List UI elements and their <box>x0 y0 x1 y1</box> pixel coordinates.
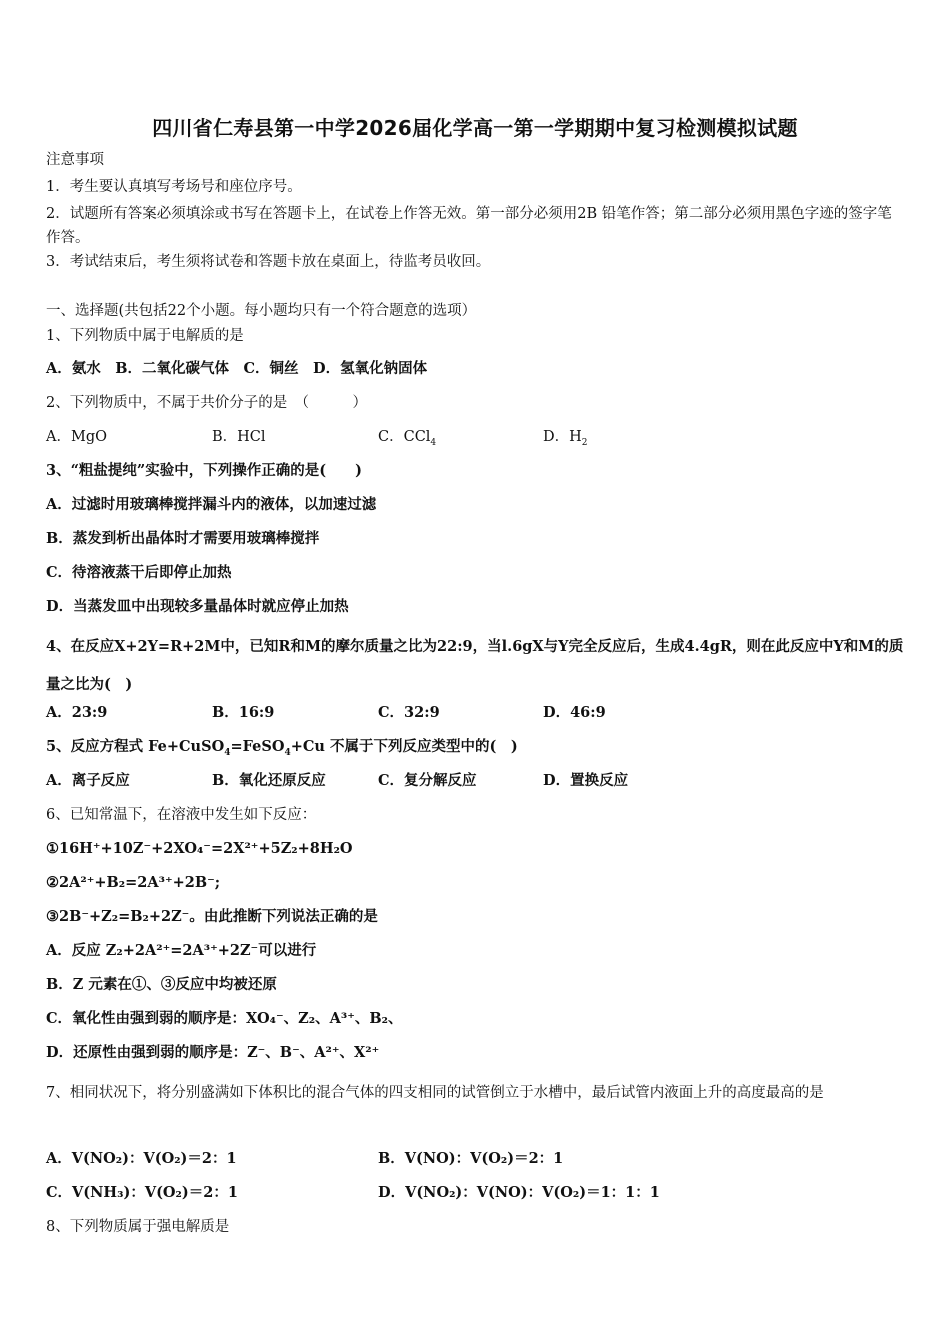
q3-stem: 3、“粗盐提纯”实验中，下列操作正确的是( ) <box>46 462 362 479</box>
q3-option-d: D．当蒸发皿中出现较多量晶体时就应停止加热 <box>46 598 349 615</box>
q1-stem: 1、下列物质中属于电解质的是 <box>46 328 244 344</box>
q2-option-b: B．HCl <box>212 429 266 445</box>
q7-option-d: D．V(NO₂)：V(NO)：V(O₂)＝1：1：1 <box>378 1184 660 1201</box>
exam-title: 四川省仁寿县第一中学2026届化学高一第一学期期中复习检测模拟试题 <box>152 116 798 140</box>
q5-option-a: A．离子反应 <box>46 772 130 789</box>
q6-option-c: C．氧化性由强到弱的顺序是：XO₄⁻、Z₂、A³⁺、B₂、 <box>46 1010 403 1027</box>
q5-option-b: B．氧化还原反应 <box>212 772 326 789</box>
notice-item-2: 2．试题所有答案必须填涂或书写在答题卡上，在试卷上作答无效。第一部分必须用2B 铅笔作答；第二部分必须用黑色字迹的签字笔作答。 <box>46 206 892 246</box>
notice-item-1: 1．考生要认真填写考场号和座位序号。 <box>46 179 302 195</box>
q6-reaction-2: ②2A²⁺+B₂=2A³⁺+2B⁻; <box>46 874 221 891</box>
q2-option-c: C．CCl$_4$ <box>378 429 437 448</box>
q3-option-a: A．过滤时用玻璃棒搅拌漏斗内的液体，以加速过滤 <box>46 496 377 513</box>
q7-option-b: B．V(NO)：V(O₂)＝2：1 <box>378 1150 564 1167</box>
q5-option-c: C．复分解反应 <box>378 772 477 789</box>
q6-option-d: D．还原性由强到弱的顺序是：Z⁻、B⁻、A²⁺、X²⁺ <box>46 1044 380 1061</box>
q4-option-a: A．23:9 <box>46 704 108 721</box>
q6-option-b: B．Z 元素在①、③反应中均被还原 <box>46 976 277 993</box>
q7-option-c: C．V(NH₃)：V(O₂)＝2：1 <box>46 1184 238 1201</box>
q2-stem: 2、下列物质中，不属于共价分子的是 （ ） <box>46 395 367 411</box>
q3-option-b: B．蒸发到析出晶体时才需要用玻璃棒搅拌 <box>46 530 320 547</box>
q6-stem: 6、已知常温下，在溶液中发生如下反应： <box>46 807 317 823</box>
q2-option-d: D．$H_2$ <box>543 429 588 448</box>
q4-stem: 4、在反应X+2Y=R+2M中，已知R和M的摩尔质量之比为22:9，当l.6gX与Y完全反应后，生成4.4gR，则在此反应中Y和M的质量之比为( ) <box>46 638 904 693</box>
q7-stem: 7、相同状况下，将分别盛满如下体积比的混合气体的四支相同的试管倒立于水槽中，最后试管内液面上升的高度最高的是 <box>46 1085 824 1101</box>
q2-option-a: A．MgO <box>46 429 107 445</box>
section-heading: 一、选择题(共包括22个小题。每小题均只有一个符合题意的选项） <box>46 303 477 319</box>
q4-option-d: D．46:9 <box>543 704 606 721</box>
q6-reaction-1: ①16H⁺+10Z⁻+2XO₄⁻=2X²⁺+5Z₂+8H₂O <box>46 840 353 857</box>
q8-stem: 8、下列物质属于强电解质是 <box>46 1219 230 1235</box>
q5-option-d: D．置换反应 <box>543 772 629 789</box>
q7-option-a: A．V(NO₂)：V(O₂)＝2：1 <box>46 1150 237 1167</box>
notice-item-3: 3．考试结束后，考生须将试卷和答题卡放在桌面上，待监考员收回。 <box>46 254 491 270</box>
q6-option-a: A．反应 Z₂+2A²⁺=2A³⁺+2Z⁻可以进行 <box>46 942 317 959</box>
q4-option-c: C．32:9 <box>378 704 440 721</box>
notice-heading: 注意事项 <box>46 152 104 168</box>
q3-option-c: C．待溶液蒸干后即停止加热 <box>46 564 232 581</box>
q4-option-b: B．16:9 <box>212 704 275 721</box>
q5-stem: 5、反应方程式 Fe+CuSO$_4$=FeSO$_4$+Cu 不属于下列反应类型中的( ) <box>46 738 518 758</box>
q1-options: A．氨水 B．二氧化碳气体 C．铜丝 D．氢氧化钠固体 <box>46 360 428 377</box>
q6-reaction-3: ③2B⁻+Z₂=B₂+2Z⁻。由此推断下列说法正确的是 <box>46 908 378 925</box>
